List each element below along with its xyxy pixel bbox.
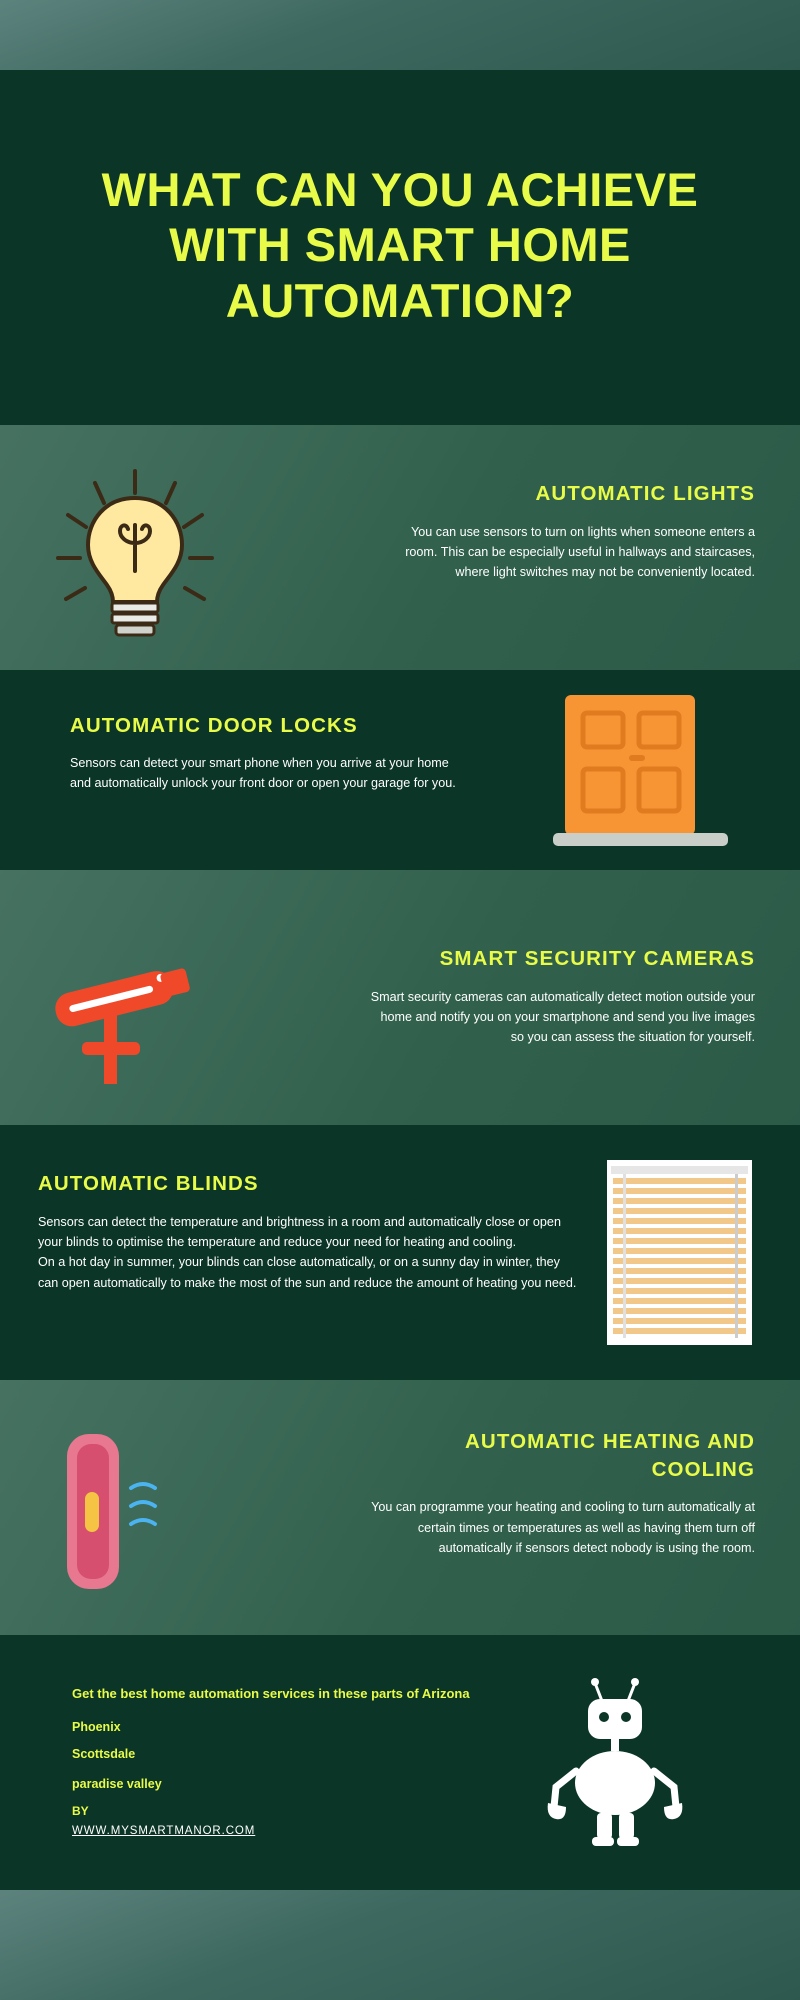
heating-text-block [370,1428,755,1559]
door-icon [553,695,728,850]
section-automatic-heating-and-cooling [0,1380,800,1635]
section-body-2: On a hot day in summer, your blinds can close automatically, or on a sunny day in winter, they can open automatically to make the most of the sun and reduce the amount of heating you need. [38,1255,577,1290]
security-camera-icon [42,960,202,1090]
footer-website-link[interactable]: WWW.MYSMARTMANOR.COM [72,1824,256,1837]
blinds-text-block [38,1170,578,1293]
section-body: Sensors can detect your smart phone when you arrive at your home and automatically unlock your front door or open your garage for you. [70,755,456,791]
footer-section [0,1635,800,1890]
robot-icon [540,1675,690,1850]
section-automatic-door-locks [0,670,800,870]
window-blinds-icon [607,1160,752,1345]
section-body: Sensors can detect the temperature and brightness in a room and automatically close or open your blinds to optimise the temperature and reduce your need for heating and cooling. [38,1214,561,1250]
footer-heading: Get the best home automation services in these parts of Arizona [72,1686,470,1701]
section-title: AUTOMATIC DOOR LOCKS [70,714,358,737]
section-body: Smart security cameras can automatically detect motion outside your home and notify you on your smartphone and send you live images so you can assess the situation for yourself. [370,989,755,1045]
top-photo-band [0,0,800,70]
door-text-block [70,712,470,793]
footer-city-scottsdale: Scottsdale [72,1746,136,1761]
footer-text-block [72,1685,472,1839]
bottom-photo-band [0,1890,800,2000]
radiator-icon [55,1430,185,1595]
footer-by-label: BY [72,1803,89,1818]
section-body: You can programme your heating and cooling to turn automatically at certain times or temperatures as well as having them turn off automatically if sensors detect nobody is using the room. [371,1500,755,1556]
camera-text-block [365,945,755,1048]
footer-city-phoenix: Phoenix [72,1719,121,1734]
section-title: SMART SECURITY CAMERAS [439,947,755,970]
section-title: AUTOMATIC LIGHTS [535,482,755,505]
footer-city-paradise-valley: paradise valley [72,1776,162,1791]
section-automatic-lights [0,425,800,670]
section-title: AUTOMATIC BLINDS [38,1172,259,1195]
section-title: AUTOMATIC HEATING AND COOLING [465,1430,755,1481]
light-bulb-icon [40,463,230,643]
section-smart-security-cameras [0,870,800,1125]
lights-text-block [400,480,755,583]
section-automatic-blinds [0,1125,800,1380]
page-title: WHAT CAN YOU ACHIEVE WITH SMART HOME AUTOMATION? [101,163,699,327]
section-body: You can use sensors to turn on lights when someone enters a room. This can be especially useful in hallways and staircases, where light switches may not be conveniently located. [405,524,755,580]
hero-section [0,70,800,425]
